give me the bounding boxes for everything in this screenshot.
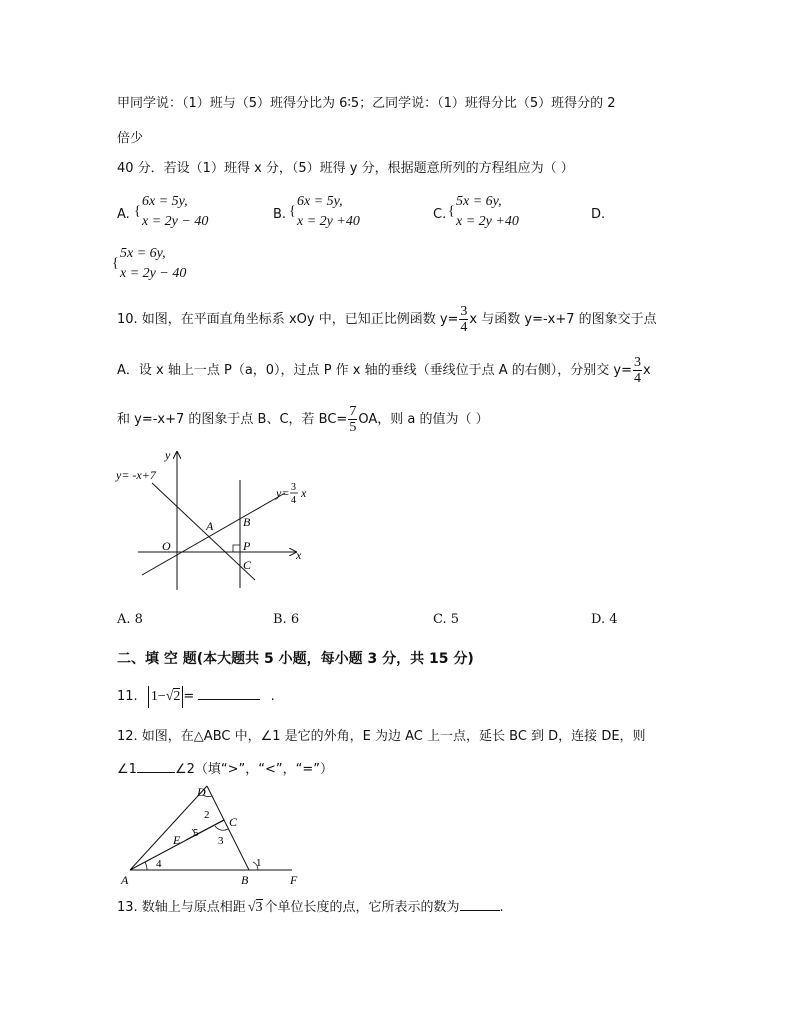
q10-option-a: [117, 612, 143, 628]
option-value: 5: [450, 612, 460, 627]
equation-2: x = 2y − 40: [142, 214, 209, 229]
option-label: C.: [433, 207, 447, 222]
option-label: D.: [591, 207, 606, 222]
q13-part-b: 个单位长度的点，它所表示的数为: [264, 900, 460, 915]
q10-line3-part-b: OA，则 a 的值为（ ）: [358, 412, 489, 427]
brace-icon: {: [448, 204, 455, 219]
fraction-three-quarters: [633, 355, 642, 386]
line-y-equals-three-quarters-x: [142, 493, 285, 575]
label-point-c: C: [243, 558, 252, 572]
right-angle-mark: [233, 545, 240, 552]
fig-frac-den: 4: [291, 495, 296, 506]
fraction-denominator: 4: [634, 371, 641, 386]
sqrt-expression: [248, 900, 263, 915]
q10-line1-part-a: 10. 如图，在平面直角坐标系 xOy 中，已知正比例函数 y=: [117, 312, 459, 327]
q10-line3-part-a: 和 y=-x+7 的图象于点 B、C，若 BC=: [117, 412, 348, 427]
equation-system: [448, 192, 519, 232]
q12-line2: [117, 762, 333, 778]
q10-line2-part-b: x: [643, 363, 651, 378]
answer-blank[interactable]: [137, 772, 175, 773]
q12-line1: 12. 如图，在△ABC 中，∠1 是它的外角，E 为边 AC 上一点，延长 BC 到 D，连接 DE，则: [117, 729, 646, 744]
q9-stem-line3: 40 分．若设（1）班得 x 分，（5）班得 y 分，根据题意所列的方程组应为（ ）: [117, 161, 574, 176]
fraction-denominator: 5: [349, 420, 357, 435]
sqrt-icon: √: [247, 900, 256, 915]
option-value: 8: [134, 612, 143, 627]
label-angle-3: 3: [218, 835, 224, 847]
label-line-three-quarters-x-suffix: x: [301, 486, 307, 500]
q10-line1: [117, 300, 657, 340]
q10-line1-part-b: x 与函数 y=-x+7 的图象交于点: [469, 312, 657, 327]
label-line-three-quarters-x-prefix: y=: [276, 486, 290, 500]
axis-label-y: y: [165, 448, 171, 462]
q11-line: [117, 686, 275, 708]
label-angle-5: 5: [193, 827, 199, 839]
q12-line2-part-a: ∠1: [117, 762, 137, 777]
equation-system: [112, 244, 186, 284]
option-label: D.: [591, 612, 606, 627]
label-point-d: D: [197, 785, 206, 799]
label-angle-4: 4: [156, 858, 162, 870]
q9-stem-line1: 甲同学说：（1）班与（5）班得分比为 6∶5；乙同学说：（1）班得分比（5）班得分的 2: [117, 96, 616, 111]
axis-label-x: x: [296, 548, 302, 562]
equation-system: [289, 192, 360, 232]
answer-blank[interactable]: [198, 699, 260, 700]
brace-icon: {: [134, 204, 141, 219]
equation-system: [134, 192, 208, 232]
label-point-a: A: [206, 519, 214, 533]
angle-arc-3: [215, 826, 228, 830]
fraction-three-quarters: [459, 304, 468, 335]
label-point-p: P: [243, 539, 251, 553]
equals-sign: =: [183, 689, 195, 704]
q12-triangle-figure: [118, 780, 308, 890]
fraction-denominator: 4: [460, 320, 468, 335]
equation-1: 5x = 6y,: [456, 194, 502, 209]
equation-1: 6x = 5y,: [142, 194, 188, 209]
period: .: [270, 689, 275, 704]
label-point-a: A: [121, 873, 129, 887]
label-point-c: C: [229, 815, 238, 829]
option-value: 6: [290, 612, 300, 627]
label-line-neg-x-plus-7: y= -x+7: [116, 468, 156, 482]
answer-blank[interactable]: [460, 910, 500, 911]
q13-line: [117, 897, 504, 919]
question-number: 11.: [117, 689, 138, 704]
q10-option-c: [433, 612, 459, 628]
q9-stem-line2: 倍少: [117, 131, 144, 146]
radicand: 3: [255, 900, 263, 915]
q10-option-d: [591, 612, 618, 628]
fraction-numerator: 3: [634, 355, 641, 370]
option-label: B.: [273, 612, 287, 627]
option-label: A.: [117, 612, 131, 627]
equation-2: x = 2y − 40: [120, 266, 187, 281]
brace-icon: {: [289, 204, 296, 219]
q10-coordinate-figure: [110, 444, 320, 594]
label-point-b: B: [243, 515, 251, 529]
period: .: [499, 900, 504, 915]
equation-1: 5x = 6y,: [120, 246, 166, 261]
equation-2: x = 2y +40: [456, 214, 519, 229]
angle-arc-4: [145, 862, 147, 870]
q12-line2-part-b: ∠2（填“>”，“<”，“=”）: [174, 762, 333, 777]
q13-part-a: 13. 数轴上与原点相距: [117, 900, 246, 915]
radicand: 2: [173, 689, 181, 704]
label-origin: O: [162, 539, 171, 553]
label-angle-1: 1: [256, 857, 262, 869]
q10-option-b: [273, 612, 299, 628]
fraction-numerator: 7: [349, 404, 357, 419]
label-point-f: F: [290, 873, 298, 887]
equation-2: x = 2y +40: [297, 214, 360, 229]
q10-line2: [117, 351, 651, 391]
option-value: 4: [609, 612, 618, 627]
expr-part: 1−: [150, 689, 166, 704]
q10-line2-part-a: A．设 x 轴上一点 P（a，0），过点 P 作 x 轴的垂线（垂线位于点 A 的右侧），分别交 y=: [117, 363, 632, 378]
option-label: A.: [117, 207, 130, 222]
brace-icon: {: [112, 256, 119, 271]
fraction-seven-fifths: [348, 404, 357, 435]
segment-d-b: [207, 786, 249, 870]
label-point-e: E: [173, 833, 181, 847]
equation-1: 6x = 5y,: [297, 194, 343, 209]
absolute-value-expression: [148, 686, 184, 708]
sqrt-icon: √: [165, 689, 174, 704]
fraction-numerator: 3: [460, 304, 468, 319]
label-angle-2: 2: [204, 809, 210, 821]
option-label: C.: [433, 612, 447, 627]
q10-line3: [117, 400, 489, 440]
section-heading: 二、填 空 题(本大题共 5 小题，每小题 3 分，共 15 分): [117, 651, 474, 667]
fig-frac-num: 3: [291, 482, 296, 493]
label-point-b: B: [241, 873, 249, 887]
option-label: B.: [273, 207, 287, 222]
